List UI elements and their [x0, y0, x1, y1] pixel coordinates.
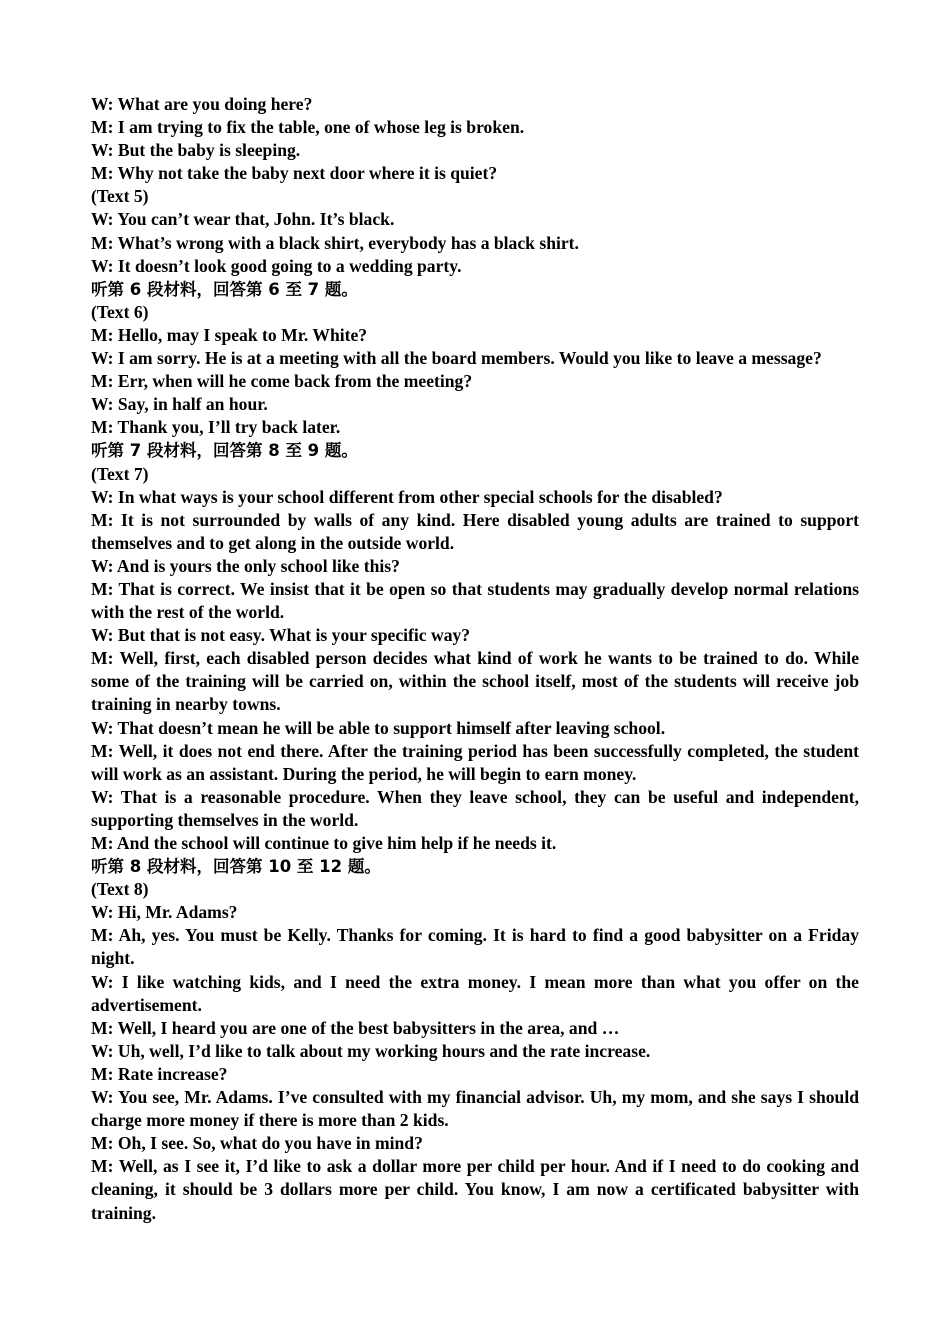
- dialogue-line: W: It doesn’t look good going to a wedding party.: [91, 255, 462, 276]
- dialogue-line: M: Well, first, each disabled person decides what kind of work he wants to be trained to do. While some of the training will be carried on, within the school itself, most of the students will receive job training in nearby towns.: [91, 648, 859, 715]
- dialogue-line: M: Ah, yes. You must be Kelly. Thanks for coming. It is hard to find a good babysitter on a Friday night.: [91, 925, 859, 969]
- dialogue-line: M: Rate increase?: [91, 1063, 228, 1084]
- dialogue-line: M: What’s wrong with a black shirt, everybody has a black shirt.: [91, 232, 579, 253]
- dialogue-line: W: I like watching kids, and I need the extra money. I mean more than what you offer on the advertisement.: [91, 971, 859, 1015]
- dialogue-line: M: That is correct. We insist that it be open so that students may gradually develop normal relations with the rest of the world.: [91, 578, 859, 623]
- dialogue-line: W: Uh, well, I’d like to talk about my working hours and the rate increase.: [91, 1040, 651, 1061]
- dialogue-line: W: In what ways is your school different from other special schools for the disabled?: [91, 486, 723, 507]
- dialogue-line: W: Hi, Mr. Adams?: [91, 902, 238, 923]
- dialogue-line: M: And the school will continue to give him help if he needs it.: [91, 833, 557, 853]
- dialogue-line: W: What are you doing here?: [91, 94, 313, 114]
- instruction-line: 听第 8 段材料，回答第 10 至 12 题。: [91, 857, 381, 877]
- dialogue-line: W: Say, in half an hour.: [91, 394, 268, 415]
- dialogue-line: M: Oh, I see. So, what do you have in mind?: [91, 1133, 423, 1154]
- section-label: (Text 6): [91, 301, 149, 322]
- dialogue-line: M: Err, when will he come back from the meeting?: [91, 371, 473, 392]
- dialogue-line: W: That is a reasonable procedure. When they leave school, they can be useful and independent, supporting themselves in the world.: [91, 786, 859, 830]
- document-page: [91, 93, 859, 1225]
- dialogue-line: M: Thank you, I’ll try back later.: [91, 417, 341, 438]
- dialogue-line: M: Well, as I see it, I’d like to ask a dollar more per child per hour. And if I need to do cooking and cleaning, it should be 3 dollars more per child. You know, I am now a certificated babysitter with training.: [91, 1156, 859, 1223]
- section-label: (Text 7): [91, 463, 149, 484]
- dialogue-line: W: I am sorry. He is at a meeting with all the board members. Would you like to leave a message?: [91, 348, 822, 369]
- section-label: (Text 8): [91, 879, 149, 900]
- dialogue-line: M: Well, it does not end there. After the training period has been successfully completed, the student will work as an assistant. During the period, he will begin to earn money.: [91, 740, 859, 784]
- dialogue-line: W: You see, Mr. Adams. I’ve consulted with my financial advisor. Uh, my mom, and she says I should charge more money if there is more than 2 kids.: [91, 1087, 859, 1131]
- dialogue-line: M: Hello, may I speak to Mr. White?: [91, 324, 368, 345]
- dialogue-line: M: It is not surrounded by walls of any kind. Here disabled young adults are trained to support themselves and to get along in the outside world.: [91, 509, 859, 553]
- dialogue-line: W: You can’t wear that, John. It’s black.: [91, 209, 395, 230]
- dialogue-line: W: But that is not easy. What is your specific way?: [91, 625, 471, 646]
- instruction-line: 听第 7 段材料，回答第 8 至 9 题。: [91, 441, 358, 461]
- dialogue-line: W: That doesn’t mean he will be able to support himself after leaving school.: [91, 717, 666, 738]
- dialogue-line: M: I am trying to fix the table, one of whose leg is broken.: [91, 117, 525, 138]
- dialogue-line: M: Well, I heard you are one of the best babysitters in the area, and …: [91, 1017, 620, 1038]
- dialogue-line: W: And is yours the only school like this?: [91, 555, 400, 576]
- dialogue-line: W: But the baby is sleeping.: [91, 140, 301, 161]
- section-label: (Text 5): [91, 186, 149, 207]
- dialogue-line: M: Why not take the baby next door where it is quiet?: [91, 163, 498, 184]
- instruction-line: 听第 6 段材料，回答第 6 至 7 题。: [91, 279, 358, 299]
